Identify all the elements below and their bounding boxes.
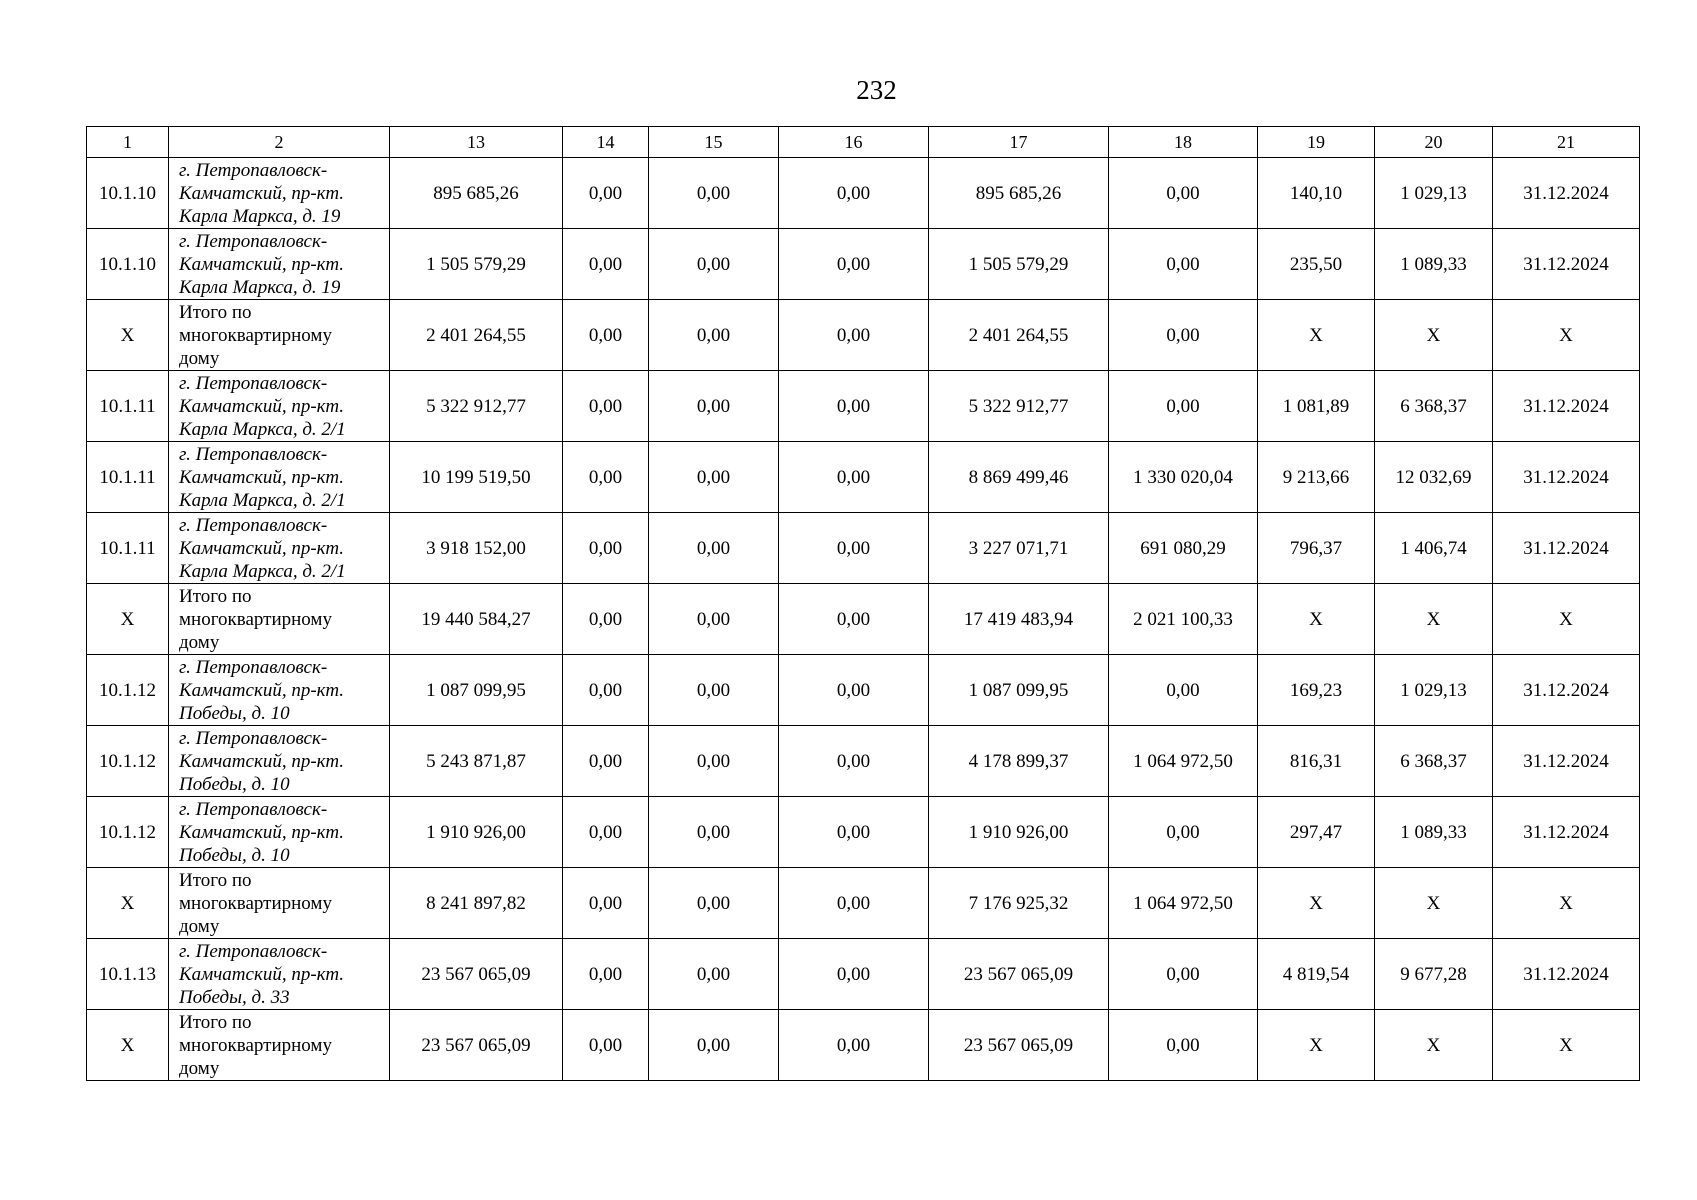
address-line: Итого по (179, 869, 252, 891)
table-body (87, 158, 1640, 1081)
address-line: Карла Маркса, д. 19 (179, 276, 341, 298)
value-cell-col19: 796,37 (1258, 513, 1375, 584)
value-cell-col18: 691 080,29 (1109, 513, 1258, 584)
value-cell-col21: 31.12.2024 (1493, 513, 1640, 584)
value-cell-col21: 31.12.2024 (1493, 371, 1640, 442)
table-row (87, 442, 1640, 513)
value-cell-col21: X (1493, 1010, 1640, 1081)
address-line: Камчатский, пр-кт. (179, 182, 345, 204)
value-cell-col21: X (1493, 584, 1640, 655)
table-row (87, 655, 1640, 726)
value-cell-col15: 0,00 (649, 158, 779, 229)
value-cell-col16: 0,00 (779, 655, 929, 726)
row-number-cell: 10.1.11 (87, 513, 169, 584)
address-line: г. Петропавловск- (179, 443, 328, 465)
value-cell-col14: 0,00 (563, 1010, 649, 1081)
address-line: многоквартирному (179, 892, 332, 914)
address-cell (169, 158, 390, 229)
value-cell-col17: 17 419 483,94 (929, 584, 1109, 655)
table-row (87, 797, 1640, 868)
value-cell-col18: 0,00 (1109, 1010, 1258, 1081)
table-row (87, 939, 1640, 1010)
value-cell-col15: 0,00 (649, 300, 779, 371)
value-cell-col13: 19 440 584,27 (390, 584, 563, 655)
value-cell-col20: X (1375, 868, 1493, 939)
value-cell-col13: 895 685,26 (390, 158, 563, 229)
header-cell-col17: 17 (929, 127, 1109, 158)
value-cell-col14: 0,00 (563, 868, 649, 939)
table-row (87, 371, 1640, 442)
address-line: Камчатский, пр-кт. (179, 466, 345, 488)
value-cell-col20: 1 029,13 (1375, 158, 1493, 229)
address-line: Победы, д. 33 (179, 986, 290, 1008)
address-cell (169, 442, 390, 513)
value-cell-col17: 1 505 579,29 (929, 229, 1109, 300)
row-number-cell: 10.1.13 (87, 939, 169, 1010)
value-cell-col15: 0,00 (649, 726, 779, 797)
address-line: г. Петропавловск- (179, 656, 328, 678)
row-number-cell: 10.1.11 (87, 371, 169, 442)
value-cell-col20: 1 029,13 (1375, 655, 1493, 726)
value-cell-col20: X (1375, 584, 1493, 655)
value-cell-col13: 5 322 912,77 (390, 371, 563, 442)
total-label-cell (169, 584, 390, 655)
address-line: дому (179, 631, 220, 653)
value-cell-col19: 816,31 (1258, 726, 1375, 797)
value-cell-col17: 7 176 925,32 (929, 868, 1109, 939)
value-cell-col13: 10 199 519,50 (390, 442, 563, 513)
total-label-cell (169, 300, 390, 371)
address-cell (169, 939, 390, 1010)
table-row (87, 513, 1640, 584)
total-label-cell (169, 868, 390, 939)
header-cell-col18: 18 (1109, 127, 1258, 158)
address-line: Камчатский, пр-кт. (179, 679, 345, 701)
value-cell-col16: 0,00 (779, 726, 929, 797)
page-number: 232 (856, 75, 897, 105)
row-number-cell: X (87, 300, 169, 371)
address-cell (169, 655, 390, 726)
value-cell-col16: 0,00 (779, 939, 929, 1010)
value-cell-col17: 23 567 065,09 (929, 1010, 1109, 1081)
value-cell-col14: 0,00 (563, 797, 649, 868)
header-cell-col19: 19 (1258, 127, 1375, 158)
value-cell-col19: 169,23 (1258, 655, 1375, 726)
value-cell-col17: 5 322 912,77 (929, 371, 1109, 442)
address-line: г. Петропавловск- (179, 230, 328, 252)
value-cell-col13: 23 567 065,09 (390, 1010, 563, 1081)
value-cell-col15: 0,00 (649, 1010, 779, 1081)
value-cell-col15: 0,00 (649, 797, 779, 868)
value-cell-col16: 0,00 (779, 797, 929, 868)
address-line: многоквартирному (179, 608, 332, 630)
value-cell-col17: 4 178 899,37 (929, 726, 1109, 797)
address-line: г. Петропавловск- (179, 727, 328, 749)
value-cell-col14: 0,00 (563, 229, 649, 300)
total-row (87, 868, 1640, 939)
value-cell-col17: 8 869 499,46 (929, 442, 1109, 513)
value-cell-col16: 0,00 (779, 868, 929, 939)
value-cell-col16: 0,00 (779, 1010, 929, 1081)
row-number-cell: 10.1.12 (87, 655, 169, 726)
value-cell-col13: 2 401 264,55 (390, 300, 563, 371)
total-row (87, 584, 1640, 655)
address-line: г. Петропавловск- (179, 372, 328, 394)
row-number-cell: 10.1.11 (87, 442, 169, 513)
value-cell-col14: 0,00 (563, 513, 649, 584)
header-cell-col1: 1 (87, 127, 169, 158)
value-cell-col20: 1 089,33 (1375, 229, 1493, 300)
value-cell-col14: 0,00 (563, 300, 649, 371)
value-cell-col19: 297,47 (1258, 797, 1375, 868)
repair-register-table (86, 126, 1640, 1081)
value-cell-col21: 31.12.2024 (1493, 158, 1640, 229)
row-number-cell: 10.1.12 (87, 797, 169, 868)
address-line: Карла Маркса, д. 2/1 (179, 418, 346, 440)
address-line: Итого по (179, 1011, 252, 1033)
value-cell-col19: 1 081,89 (1258, 371, 1375, 442)
value-cell-col13: 5 243 871,87 (390, 726, 563, 797)
value-cell-col14: 0,00 (563, 939, 649, 1010)
value-cell-col15: 0,00 (649, 513, 779, 584)
value-cell-col13: 1 505 579,29 (390, 229, 563, 300)
header-cell-col15: 15 (649, 127, 779, 158)
value-cell-col18: 1 064 972,50 (1109, 868, 1258, 939)
value-cell-col20: 1 406,74 (1375, 513, 1493, 584)
value-cell-col21: 31.12.2024 (1493, 797, 1640, 868)
value-cell-col19: X (1258, 300, 1375, 371)
address-line: Камчатский, пр-кт. (179, 253, 345, 275)
value-cell-col19: X (1258, 868, 1375, 939)
address-line: дому (179, 347, 220, 369)
value-cell-col15: 0,00 (649, 584, 779, 655)
header-cell-col20: 20 (1375, 127, 1493, 158)
row-number-cell: X (87, 584, 169, 655)
value-cell-col14: 0,00 (563, 371, 649, 442)
header-cell-col14: 14 (563, 127, 649, 158)
value-cell-col20: 12 032,69 (1375, 442, 1493, 513)
value-cell-col16: 0,00 (779, 442, 929, 513)
row-number-cell: 10.1.10 (87, 229, 169, 300)
value-cell-col17: 3 227 071,71 (929, 513, 1109, 584)
value-cell-col21: 31.12.2024 (1493, 229, 1640, 300)
value-cell-col17: 2 401 264,55 (929, 300, 1109, 371)
value-cell-col18: 0,00 (1109, 158, 1258, 229)
value-cell-col19: 9 213,66 (1258, 442, 1375, 513)
address-line: дому (179, 915, 220, 937)
address-line: дому (179, 1057, 220, 1079)
value-cell-col15: 0,00 (649, 371, 779, 442)
value-cell-col15: 0,00 (649, 868, 779, 939)
value-cell-col17: 23 567 065,09 (929, 939, 1109, 1010)
value-cell-col15: 0,00 (649, 442, 779, 513)
address-line: Итого по (179, 585, 252, 607)
address-line: г. Петропавловск- (179, 798, 328, 820)
value-cell-col18: 0,00 (1109, 229, 1258, 300)
value-cell-col16: 0,00 (779, 300, 929, 371)
value-cell-col18: 1 064 972,50 (1109, 726, 1258, 797)
value-cell-col20: 6 368,37 (1375, 726, 1493, 797)
row-number-cell: X (87, 1010, 169, 1081)
value-cell-col15: 0,00 (649, 939, 779, 1010)
total-label-cell (169, 1010, 390, 1081)
address-cell (169, 797, 390, 868)
value-cell-col20: 6 368,37 (1375, 371, 1493, 442)
value-cell-col14: 0,00 (563, 158, 649, 229)
header-cell-col13: 13 (390, 127, 563, 158)
value-cell-col18: 0,00 (1109, 797, 1258, 868)
header-cell-col2: 2 (169, 127, 390, 158)
address-line: г. Петропавловск- (179, 514, 328, 536)
address-line: многоквартирному (179, 324, 332, 346)
value-cell-col17: 895 685,26 (929, 158, 1109, 229)
address-line: Камчатский, пр-кт. (179, 750, 345, 772)
value-cell-col20: 1 089,33 (1375, 797, 1493, 868)
table-row (87, 229, 1640, 300)
value-cell-col16: 0,00 (779, 584, 929, 655)
value-cell-col16: 0,00 (779, 158, 929, 229)
address-line: г. Петропавловск- (179, 159, 328, 181)
table-row (87, 726, 1640, 797)
address-cell (169, 229, 390, 300)
value-cell-col21: X (1493, 300, 1640, 371)
address-line: Камчатский, пр-кт. (179, 963, 345, 985)
value-cell-col21: 31.12.2024 (1493, 655, 1640, 726)
value-cell-col18: 0,00 (1109, 371, 1258, 442)
value-cell-col21: X (1493, 868, 1640, 939)
total-row (87, 300, 1640, 371)
address-line: многоквартирному (179, 1034, 332, 1056)
value-cell-col19: X (1258, 1010, 1375, 1081)
value-cell-col18: 1 330 020,04 (1109, 442, 1258, 513)
value-cell-col18: 2 021 100,33 (1109, 584, 1258, 655)
row-number-cell: 10.1.10 (87, 158, 169, 229)
value-cell-col20: X (1375, 300, 1493, 371)
value-cell-col16: 0,00 (779, 371, 929, 442)
address-line: г. Петропавловск- (179, 940, 328, 962)
address-line: Итого по (179, 301, 252, 323)
address-line: Камчатский, пр-кт. (179, 821, 345, 843)
address-line: Камчатский, пр-кт. (179, 395, 345, 417)
value-cell-col18: 0,00 (1109, 300, 1258, 371)
value-cell-col21: 31.12.2024 (1493, 726, 1640, 797)
row-number-cell: X (87, 868, 169, 939)
address-line: Победы, д. 10 (179, 702, 290, 724)
address-line: Победы, д. 10 (179, 773, 290, 795)
value-cell-col13: 1 087 099,95 (390, 655, 563, 726)
value-cell-col19: 140,10 (1258, 158, 1375, 229)
value-cell-col17: 1 087 099,95 (929, 655, 1109, 726)
total-row (87, 1010, 1640, 1081)
value-cell-col14: 0,00 (563, 584, 649, 655)
address-line: Камчатский, пр-кт. (179, 537, 345, 559)
header-cell-col21: 21 (1493, 127, 1640, 158)
header-cell-col16: 16 (779, 127, 929, 158)
value-cell-col19: 235,50 (1258, 229, 1375, 300)
table-row (87, 158, 1640, 229)
value-cell-col19: 4 819,54 (1258, 939, 1375, 1010)
value-cell-col13: 1 910 926,00 (390, 797, 563, 868)
address-cell (169, 371, 390, 442)
value-cell-col13: 3 918 152,00 (390, 513, 563, 584)
address-cell (169, 726, 390, 797)
table-header (87, 127, 1640, 158)
address-line: Карла Маркса, д. 2/1 (179, 489, 346, 511)
address-line: Карла Маркса, д. 19 (179, 205, 341, 227)
value-cell-col20: X (1375, 1010, 1493, 1081)
value-cell-col14: 0,00 (563, 726, 649, 797)
value-cell-col16: 0,00 (779, 513, 929, 584)
address-cell (169, 513, 390, 584)
address-line: Карла Маркса, д. 2/1 (179, 560, 346, 582)
value-cell-col21: 31.12.2024 (1493, 442, 1640, 513)
value-cell-col18: 0,00 (1109, 655, 1258, 726)
value-cell-col19: X (1258, 584, 1375, 655)
value-cell-col20: 9 677,28 (1375, 939, 1493, 1010)
value-cell-col14: 0,00 (563, 442, 649, 513)
value-cell-col18: 0,00 (1109, 939, 1258, 1010)
value-cell-col17: 1 910 926,00 (929, 797, 1109, 868)
value-cell-col15: 0,00 (649, 655, 779, 726)
value-cell-col13: 8 241 897,82 (390, 868, 563, 939)
value-cell-col15: 0,00 (649, 229, 779, 300)
address-line: Победы, д. 10 (179, 844, 290, 866)
value-cell-col21: 31.12.2024 (1493, 939, 1640, 1010)
value-cell-col14: 0,00 (563, 655, 649, 726)
row-number-cell: 10.1.12 (87, 726, 169, 797)
value-cell-col13: 23 567 065,09 (390, 939, 563, 1010)
header-row (87, 127, 1640, 158)
value-cell-col16: 0,00 (779, 229, 929, 300)
